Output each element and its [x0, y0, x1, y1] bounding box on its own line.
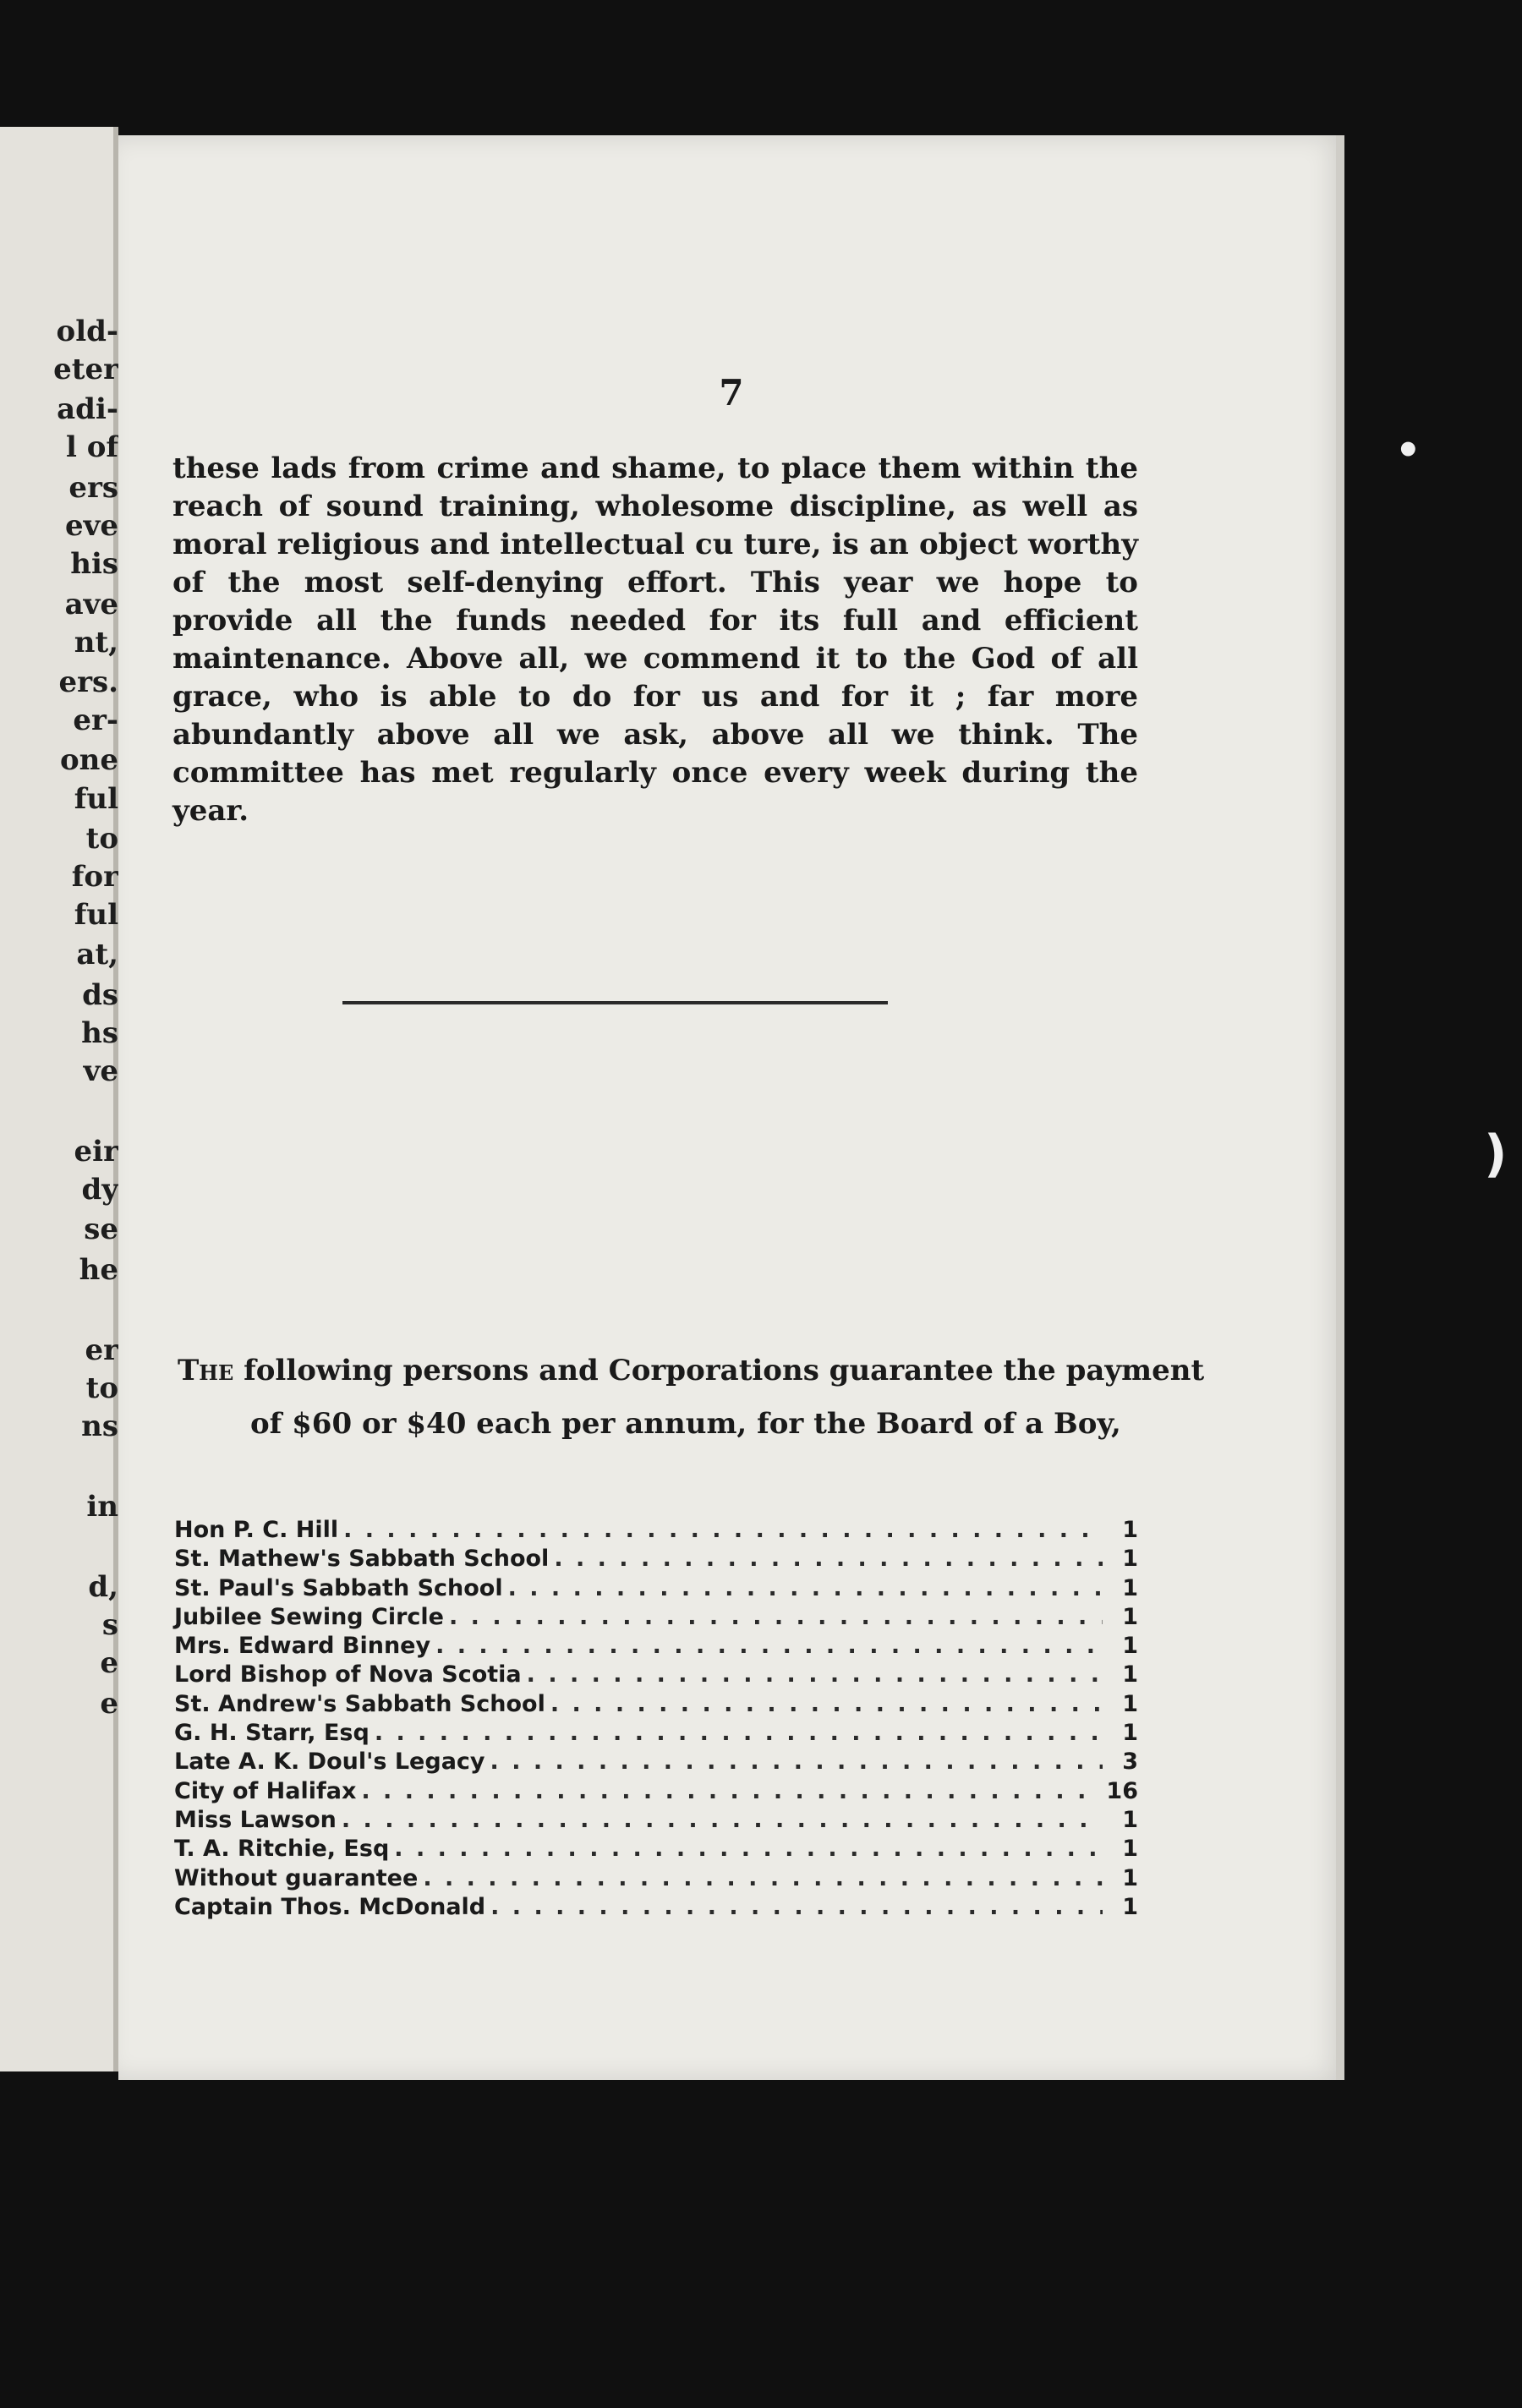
- left-page-fragment: ns: [81, 1409, 118, 1443]
- dot-leader: [490, 1748, 1103, 1776]
- subscriber-count: 1: [1122, 1720, 1138, 1747]
- subscriber-row: [174, 1806, 1138, 1835]
- left-page-fragment: eir: [74, 1135, 118, 1168]
- left-page-fragment: for: [71, 860, 118, 894]
- subscriber-row: [174, 1719, 1138, 1748]
- dot-leader: [435, 1632, 1103, 1661]
- left-page-fragment: er: [85, 1333, 118, 1367]
- subscriber-row: [174, 1661, 1138, 1689]
- left-page-fragment: one: [59, 743, 118, 777]
- subscriber-name: St. Mathew's Sabbath School: [174, 1546, 550, 1573]
- subscriber-name: Captain Thos. McDonald: [174, 1893, 486, 1920]
- subscriber-name: St. Andrew's Sabbath School: [174, 1690, 545, 1717]
- left-page-fragment: eter: [53, 353, 118, 386]
- subscriber-row: [174, 1603, 1138, 1632]
- dot-leader: [343, 1516, 1103, 1545]
- subscriber-name: Jubilee Sewing Circle: [174, 1603, 444, 1630]
- left-page-fragment: ave: [64, 588, 118, 621]
- subscriber-name: St. Paul's Sabbath School: [174, 1574, 503, 1601]
- left-page-fragment: hs: [81, 1016, 118, 1050]
- scan-speck: ): [1484, 1125, 1508, 1184]
- subscriber-row: [174, 1748, 1138, 1776]
- subscriber-row: [174, 1690, 1138, 1719]
- dot-leader: [527, 1661, 1103, 1689]
- page-number: 7: [719, 372, 744, 413]
- subscriber-name: T. A. Ritchie, Esq: [174, 1836, 390, 1863]
- subscriber-list: [174, 1516, 1138, 1922]
- left-page-fragment: in: [86, 1490, 118, 1524]
- left-page-fragment: s: [101, 1608, 118, 1642]
- dot-leader: [394, 1835, 1103, 1863]
- subscriber-count: 1: [1122, 1517, 1138, 1543]
- subscriber-name: G. H. Starr, Esq: [174, 1720, 370, 1747]
- left-page-fragment: ve: [83, 1054, 118, 1088]
- subscriber-row: [174, 1545, 1138, 1573]
- dot-leader: [361, 1777, 1101, 1806]
- left-page-fragment: to: [85, 822, 118, 856]
- subscriber-count: 1: [1122, 1893, 1138, 1920]
- subscriber-row: [174, 1893, 1138, 1922]
- subscriber-name: Miss Lawson: [174, 1806, 337, 1833]
- dot-leader: [508, 1574, 1103, 1603]
- left-page-edge: [0, 127, 118, 2071]
- left-page-fragment: ds: [82, 978, 118, 1012]
- left-page-fragment: ful: [74, 898, 118, 932]
- dot-leader: [554, 1545, 1103, 1573]
- left-page-fragment: e: [100, 1687, 118, 1721]
- left-page-fragment: eve: [64, 509, 118, 543]
- subscriber-row: [174, 1777, 1138, 1806]
- left-page-fragment: se: [84, 1212, 118, 1246]
- dot-leader: [449, 1603, 1103, 1632]
- subscriber-name: Without guarantee: [174, 1864, 419, 1891]
- left-page-fragment: d,: [88, 1570, 118, 1604]
- left-page-fragment: ful: [74, 782, 118, 816]
- guarantee-lead-word: The: [178, 1354, 234, 1387]
- guarantee-paragraph: [178, 1344, 1210, 1451]
- section-divider: [342, 1001, 888, 1004]
- guarantee-text: following persons and Corporations guarantee the payment of $60 or $40 each per annum, for the Board of a Boy,: [233, 1354, 1205, 1441]
- subscriber-count: 1: [1122, 1661, 1138, 1688]
- scan-speck: •: [1395, 427, 1421, 474]
- subscriber-name: Mrs. Edward Binney: [174, 1633, 431, 1660]
- left-page-fragment: old-: [56, 315, 118, 348]
- dot-leader: [550, 1690, 1103, 1719]
- subscriber-name: City of Halifax: [174, 1777, 357, 1804]
- left-page-fragment: ers.: [58, 665, 118, 699]
- left-page-fragment: l of: [65, 430, 118, 464]
- left-page-fragment: his: [70, 547, 118, 581]
- left-page-fragment: nt,: [74, 626, 118, 659]
- dot-leader: [375, 1719, 1103, 1748]
- subscriber-count: 1: [1122, 1633, 1138, 1660]
- subscriber-count: 1: [1122, 1690, 1138, 1717]
- left-page-fragment: he: [79, 1253, 118, 1287]
- subscriber-count: 1: [1122, 1603, 1138, 1630]
- document-page: [118, 135, 1344, 2080]
- subscriber-name: Lord Bishop of Nova Scotia: [174, 1661, 522, 1688]
- body-paragraph: these lads from crime and shame, to place them within the reach of sound training, wholesome discipline, as well as moral religious and intellectual cu ture, is an object worthy of the most self-denying effort. This year we hope to provide all the funds needed for its full and efficient maintenance. Above all, we commend it to the God of all grace, who is able to do for us and for it ; far more abundantly above all we ask, above all we think. The committee has met regularly once every week during the year.: [172, 452, 1138, 828]
- subscriber-row: [174, 1516, 1138, 1545]
- subscriber-count: 16: [1106, 1777, 1138, 1804]
- subscriber-row: [174, 1835, 1138, 1863]
- subscriber-row: [174, 1632, 1138, 1661]
- left-page-fragment: dy: [81, 1173, 118, 1207]
- subscriber-name: Late A. K. Doul's Legacy: [174, 1749, 485, 1776]
- subscriber-count: 1: [1122, 1546, 1138, 1573]
- subscriber-name: Hon P. C. Hill: [174, 1517, 339, 1543]
- subscriber-row: [174, 1574, 1138, 1603]
- dot-leader: [490, 1893, 1103, 1922]
- subscriber-count: 1: [1122, 1836, 1138, 1863]
- subscriber-count: 1: [1122, 1574, 1138, 1601]
- subscriber-count: 1: [1122, 1806, 1138, 1833]
- dot-leader: [423, 1864, 1103, 1893]
- left-page-fragment: adi-: [57, 392, 118, 426]
- left-page-fragment: ers: [68, 471, 118, 505]
- left-page-fragment: e: [100, 1646, 118, 1680]
- left-page-fragment: to: [85, 1371, 118, 1405]
- left-page-fragment: at,: [76, 938, 118, 971]
- subscriber-count: 1: [1122, 1864, 1138, 1891]
- left-page-fragment: er-: [73, 703, 118, 737]
- subscriber-row: [174, 1864, 1138, 1893]
- dot-leader: [342, 1806, 1103, 1835]
- subscriber-count: 3: [1122, 1749, 1138, 1776]
